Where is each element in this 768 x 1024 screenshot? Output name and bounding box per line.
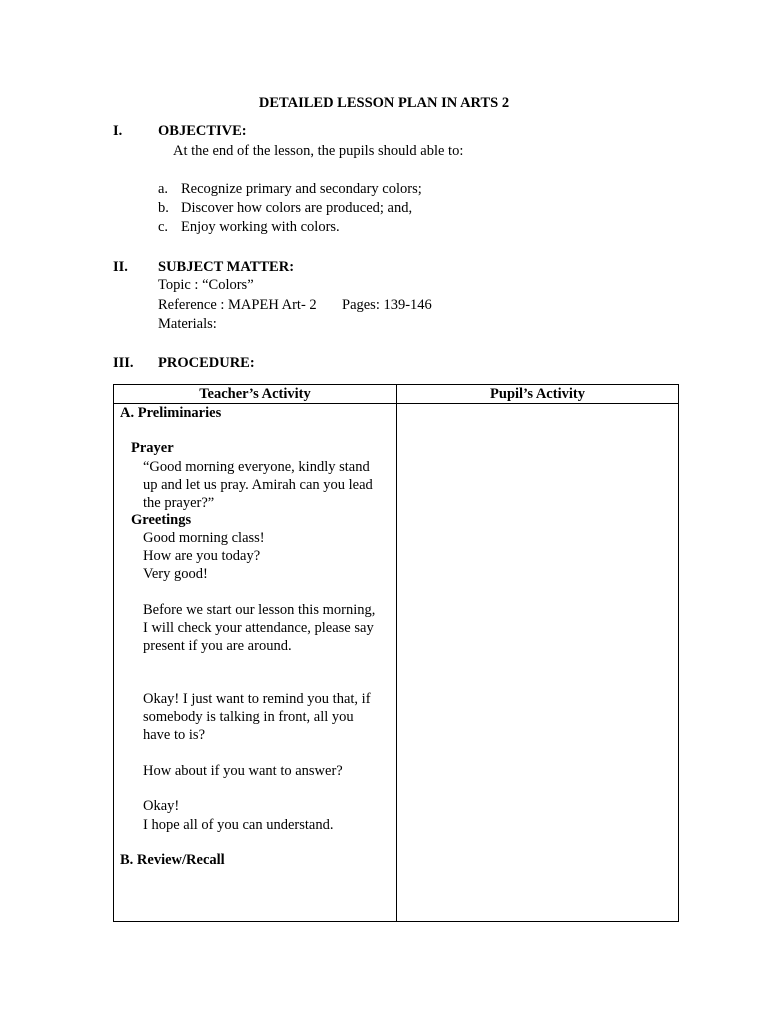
remind-line-1: Okay! I just want to remind you that, if — [143, 691, 371, 707]
pupil-activity-header: Pupil’s Activity — [397, 385, 679, 404]
greetings-line-3: Very good! — [143, 566, 208, 582]
objective-marker-c: c. — [158, 219, 169, 235]
activity-table — [113, 384, 679, 922]
prayer-line-3: the prayer?” — [143, 495, 215, 511]
prayer-heading: Prayer — [131, 440, 174, 456]
remind-line-3: have to is? — [143, 727, 206, 743]
pupil-activity-cell — [397, 404, 679, 922]
attendance-line-1: Before we start our lesson this morning, — [143, 602, 376, 618]
subject-reference: Reference : MAPEH Art- 2 — [158, 297, 317, 313]
objective-intro: At the end of the lesson, the pupils should able to: — [173, 143, 464, 159]
teacher-activity-cell — [114, 404, 397, 922]
objective-marker-b: b. — [158, 200, 169, 216]
greetings-line-2: How are you today? — [143, 548, 261, 564]
objective-item-c: Enjoy working with colors. — [181, 219, 340, 235]
prayer-line-1: “Good morning everyone, kindly stand — [143, 459, 370, 475]
attendance-line-2: I will check your attendance, please say — [143, 620, 374, 636]
objective-item-b: Discover how colors are produced; and, — [181, 200, 413, 216]
closing-line-1: Okay! — [143, 798, 180, 814]
prayer-line-2: up and let us pray. Amirah can you lead — [143, 477, 373, 493]
remind-line-2: somebody is talking in front, all you — [143, 709, 354, 725]
subject-materials: Materials: — [158, 316, 217, 332]
objective-item-a: Recognize primary and secondary colors; — [181, 181, 422, 197]
closing-line-2: I hope all of you can understand. — [143, 817, 334, 833]
attendance-line-3: present if you are around. — [143, 638, 292, 654]
greetings-heading: Greetings — [131, 512, 192, 528]
procedure-heading: PROCEDURE: — [158, 355, 255, 371]
teacher-activity-header: Teacher’s Activity — [114, 385, 397, 404]
subject-topic: Topic : “Colors” — [158, 277, 254, 293]
subject-pages: Pages: 139-146 — [342, 297, 432, 313]
objective-marker-a: a. — [158, 181, 169, 197]
preliminaries-heading: A. Preliminaries — [120, 405, 222, 421]
greetings-line-1: Good morning class! — [143, 530, 265, 546]
subject-numeral: II. — [113, 259, 128, 275]
subject-heading: SUBJECT MATTER: — [158, 259, 295, 275]
document-title: DETAILED LESSON PLAN IN ARTS 2 — [258, 95, 510, 111]
answer-line: How about if you want to answer? — [143, 763, 343, 779]
review-heading: B. Review/Recall — [120, 852, 225, 868]
objective-heading: OBJECTIVE: — [158, 123, 247, 139]
objective-numeral: I. — [113, 123, 123, 139]
procedure-numeral: III. — [113, 355, 134, 371]
